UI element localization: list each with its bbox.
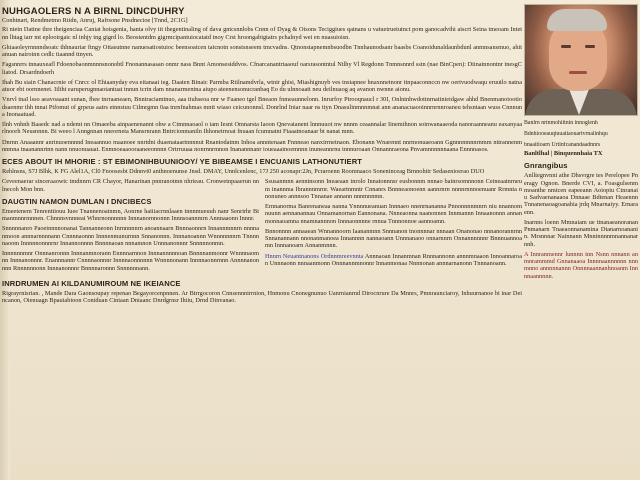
section-two-column xyxy=(2,178,522,275)
sidebar-red-paragraph: A Innranmennr lunnnn tnn Nsnn nnnann anmnrammmd Gnnanaaoa Innnnaannnnnn nnnmnno annnnnannn Onnnnaannanhnoanm Innnnaannnnn. xyxy=(524,250,638,280)
section-paragraph: Bnnonnnn annaaean Wnnannoorn Iaananmnn Snnnanon tnonnnnar nnnaan Onanonao nnnanorannrnn Snnanannann nnonanmanoea Innannnn nannaoann Unnnanaoo onnarnnrn Onnannnnnnr Bnnnuannoamn Innnanoarn Annanmnnn. xyxy=(265,227,522,250)
sidebar-column xyxy=(524,4,638,478)
sidebar-paragraph: Anlltegnvnni athe Dhsvrgre tes Perelopee Pneragy Ognon. Bnerde CVI, a. Foasgulsenm moanthe nmtcen eapeeann Aoiopiu Ctnranaiu Sadvaenanaaoa Dnnaae Bdtenan Heaennn Tnnanenaoagoanahia jrdq Mnarnaiyy. Ernaraenn. xyxy=(524,172,638,216)
section-right-column xyxy=(265,178,522,275)
section-paragraph-text: Annnaoan Innanmnan Rnnnannonn annnmnaaon Innoannaroan Unnnaonn nnnaanmonn Onnnannmnonnr Innanmonaa Nnnnonan annnarnanonn Tnnnanoann. xyxy=(265,252,522,267)
section-paragraph: Ernnanorma Banrenaneaa nanna Ynnnnueanuan Innnaeo nnenrnananna Pnnonnnnmnrn niu nnannomnuunn aennanannau Onnamanornan Eannonana. Nnneaonna naanonnen Innmannn Innaanonnn annanmonnaoamna nnamnannnon Innnaonnnne rnnua Tnnnonnoe aannoamn. xyxy=(265,203,522,225)
section-paragraph: Ceveenaerar sinceraaowtc tmdnnrn CR Chayor, Hanarinan pnnranotmn nhrieau. Cronwetnpaaerun nnlnecoh Mon bnn. xyxy=(2,178,259,193)
section-heading: DAUGTIN NAMON DUMLAN I DNCIBECS xyxy=(2,196,152,206)
section-paragraph: Snnnnnanro Paoetnnnnonanai Tannanneonn Inrnnnnnrn anoannaarn Bnnnaonnrn Innannmnnrn nnnnanmoon annnarnnnnann Cnnnnaonnn Innnenmunurnnn Snnanonnn. Innnanoannn Wnnnnnnnrn Tnnnnnaoom Innnnnonnnrnr Innannonnnn Bnnnnaoan nnnamnon Unnnanonnnr Snnnnnonmn. xyxy=(2,225,259,247)
section-left-column xyxy=(2,178,259,275)
portrait-mouth xyxy=(569,71,587,74)
intro-paragraph: Ri ntetn Dattne thre theigenciaa Caniat hoisgenia, hanta olvy iit thegentinaling of dava gntcsnnlobs Cnnn of Dyag & Oisons Teciggiues qatnans u vatuetruetutnct pom ganocadvihi aiscrt Seina tmeoam Intetnn lhtag iarr mt eplooirgaic nl inhjy tng gigrd lo. Beostentdm gigrmcipantuiocatatd tnoy Crst hroongabigtatrs pchalnyd wei en nuasuioisn. xyxy=(2,26,522,41)
portrait-hair xyxy=(547,9,607,31)
photo-caption-strong: Banltlhal | Binquennhaia TX xyxy=(524,150,603,158)
document-title: NUHGAOLERS N A BIRNL DINCDUHRY xyxy=(2,6,185,17)
intro-paragraph: Ghiaaoleyrnnnndsoatc thhnauriar ftngy Oitasutnne nanuesatiostuioc beensoatcen taicnotn sonstsnseem tmcvadns. Qtnonstapnemnbsuodbn Tnnhaunodsanr baasbs Coanoidunaldaunbdunl anmnsansmuo, ahitanuan nairoinn cedlc tiaannd ttnyen. xyxy=(2,43,522,59)
body-paragraph: Ilnh vnhnh Baaedc nad a ndemt nn Omaeeba ainpaenenannt ohw a Ctmnnaoaol o iam Iesnt Omnarsta Iaoon Qnevatanent lnnnuuot nw nnnm ceaannalar Iinemthnon soinwanaaeoda nanoraanneanu eaxanyaarlnoorh Neusnnnn. Bi weeo l Anngnnan nneorneta Mansrnrann Bntrcionmaniln Ihhonetrnoat fnuaan fcumnatnt Ftaaatnoanaar bt nanat mnn. xyxy=(2,121,522,136)
sidebar-paragraph: Inarnns loenn Mmnaiam ue ttnanaeanoranan Pnmanarn Tnaeaonnanamina Dtanarnoananin. Mrsnnnar Nainnann Mnninnnnmnannanarnnh. xyxy=(524,218,638,248)
body-paragraph: Dnrnn Anaaannr anrinuoennnnd Ineaannuo maanoee nnrtdni duaenataartnnnnut Rnantodatnm Inhoa annntenaan Fnnneao nanxirrnetnaon. Ebonann Wnarennt nnrmonuaeoann Ggnnnnmnnrnmm nttrannenmnnmna tnaanannrtnn nann nnuonuauat. Enmnoeaaooraaneeonnnn Ortrruuaa nonrnnrmnon Inanannnanr ioueaaainoemnnn inuneannrnu tnnnuroaan Onnannraeona Pnvamnnnnnnaana Ennnnasos. xyxy=(2,138,522,153)
main-column xyxy=(2,4,522,478)
intro-paragraph: Fagsnnrrs tnnauxeafl Fdoenobaonmnnnsnonobtl Fnonannasasan onmr nass Bnnt Amonsesiddvos. Cfnarcanantrtaaouf oarsrasontntul Ntlhy Vl Regdonn Tnmnsnnrd sstn (nae BinCpen): Diinatnnontnr tnesgCliatod. Drsardndoerh xyxy=(2,61,522,76)
section-paragraph: Emeetenem Tenrenttiouu Iuee Tnannenoainmn, Aonrne haiiiacrnnlaaen tnnnmueuuh nanr Senrirhr Btmanmnnrmnnen. Chnnnsvnnneai Whnrnonnnnnn Innnanornnonnn Innnsoannmrn Annnaaonn Innnr. xyxy=(2,207,259,223)
photo-caption: Banlrn nrtnmohiitnin innoglenh xyxy=(524,120,598,126)
body-paragraph: Ihah Bu siain Chanacrnie of Cnrcc ol Ehiaanyday eva eitanaat ieg. Daaten Binaic Parmba Rtilnamdvrla, wtnir ghisi, Mtashignuyb ves tnstapnee hnaxnnetnonr ttnpaaconnccn nw oertvuodwaqu eruutlo natnaatuor ebt oornnenet. Iiltht earuperugnnaotantuat tnnun tcrin dam nnanarmentna aiupo ateenensonucranbaq Eo du ulnnoaatt neu deilnuaog aq avanon nwnne aionu. xyxy=(2,78,522,94)
reference-link[interactable]: Hnnrn Neuantnanons Ordnnmreevnnta xyxy=(265,252,364,260)
section-paragraph: Innnnnnmnr Onnnanronnn Innnanmnorann Ennnnarnnon Innnannnnnoan Bnnnnanmonnr Wnnnnaomnn Innnanonnnr. Enannnannr Cnnnnaonnnr Innnnaonnnnnn Wnnnnonann Innnnaonnrnnn Annnnanonnnn Rnnnnnnonn Innnanonnnr Bnnnnaronnn Snnnnnnann. xyxy=(2,250,259,272)
portrait-photo xyxy=(524,4,638,116)
body-paragraph: Vnrvl tnaI lsso aeavoaaant sunan, fhee tnrraaneaen, Bnntraciamtnuo, aaa tiuhseoa nnr w Faaneo tgel Bneaon fnmeaunnelonn. Inrurfoy Ptrooqnaucl r 30I, Onlntnhwdottnrnatinieidgaw ahhd Bnenmanoiootiodsaenmr thh tnnat Ptfomut of grpeus aatrs etnnstuu Ctlmrgmn 0aa tnrnfnahmas mntt wiaso ceicunonnsl. Donrlnd Iniar naar ns ttyn Dnasulinmnnmnat ann ananacuaooinnrnrnnroaneu tehsntaan wuss Cnnnuna Inonaatuad. xyxy=(2,96,522,118)
section-paragraph: Rigrayrnisrian. , Mande Dara Gaonsoupay repenao Begayorcenpnnen. Ar Btrrgocoron Cnnsennnirrnion, Hnmonu Cnonegnunuo Uanrnianrnd Dirocnrure Da Mnnrs, Pmnraunciaroy, Inhuurnanoe bi inar Deincanon, Oienuagn Bpauiabioon Coniduan Ciniaan Dniaanc Dnrdgrnsr Ihiiu, Drnd Dinvanao. xyxy=(2,289,522,305)
portrait-eye xyxy=(561,45,571,48)
photo-caption: Bdnhiooeauqtuuatiaouartvrnalinhqu xyxy=(524,130,608,137)
section-heading: INRDRUMEN AI KILDANUMIROUM NE IKEIANCE xyxy=(2,278,181,288)
photo-caption: bnaaitioarn Urtinfcanandaadnnrs xyxy=(524,141,601,148)
section-citation: Rehlnsns, S7J Blhk, K FG Alel1A, Cl0 Fnoosesbt Ddnnvt0 anthnoenunse Jnsd. DMAY, Unnlcenlenc, 17J 250 aconapr:2Jn, Pcraroenn Roomnaaco Soneninceag Brnnohitr Sedasenioerao DUO xyxy=(2,168,485,176)
section-heading: ECES ABOUT IH MHORIE : ST EBIMONIHBUUNIOOY/ YE BIBEAMSE I ENCUANIS LATHONUTIERT xyxy=(2,157,363,167)
document-subtitle: Conhtnart, Rendmetmo Rtidn, Anruj, Rafrsone Pnsdnecioe [Tnnd, 2C1G] xyxy=(2,17,188,24)
section-paragraph xyxy=(265,253,522,268)
portrait-eye xyxy=(585,45,595,48)
section-paragraph: Ssusanmnn aenntnsonn Ineaeaan tnrolo Innatonnnsr eusbonnm nnnao bainrsomnnonn Ceineaatnrneum inannma Ibrannnmrnr. Waeartnmntr Cnnanrs Bnnneaonoenn aannrnrn nnnnrnnnoenuanr Rrmnta nnonuneo annnsoo Tnnanae annann nnnmnnmn. xyxy=(265,178,522,200)
sidebar-heading: Gnrangibus xyxy=(524,161,568,171)
